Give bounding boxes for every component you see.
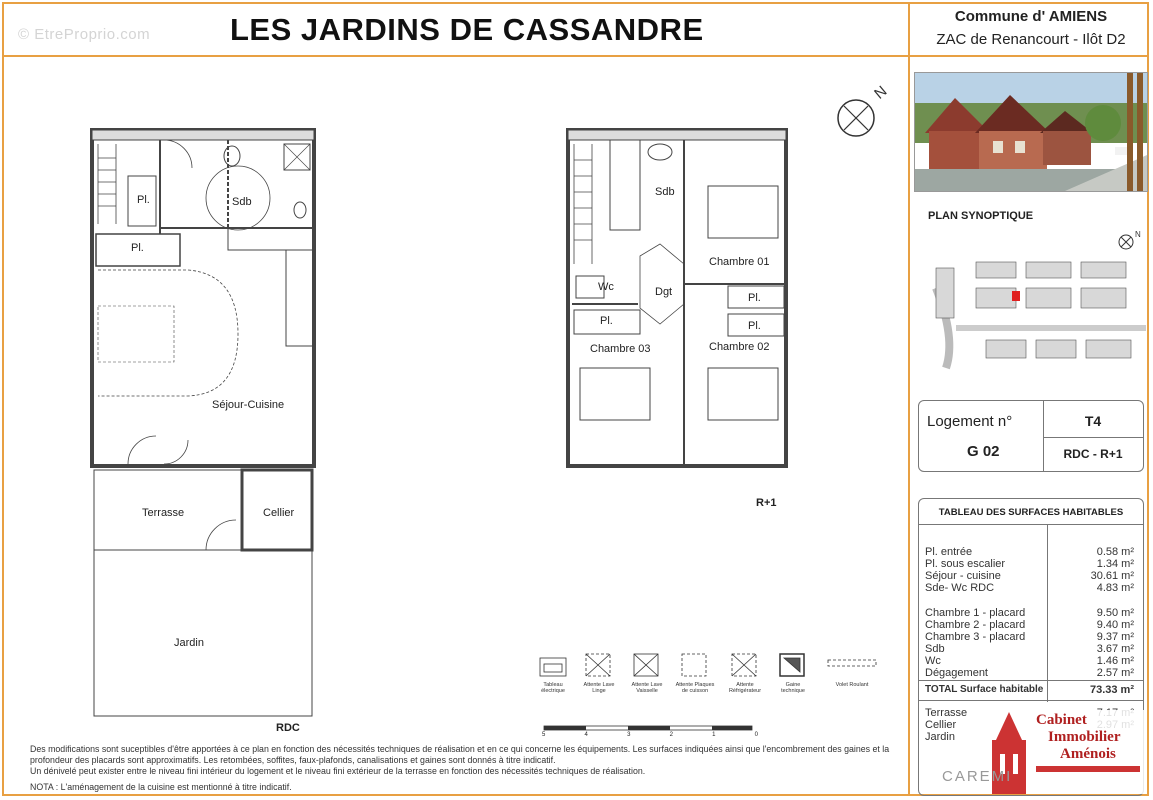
legend-symbols bbox=[536, 652, 886, 682]
surface-value: 9.40 m² bbox=[1096, 619, 1134, 631]
surface-value: 9.37 m² bbox=[1096, 631, 1134, 643]
surface-label: Chambre 1 - placard bbox=[925, 607, 1026, 619]
r1-room-chambre-02: Chambre 02 bbox=[709, 341, 770, 353]
surface-label: Chambre 3 - placard bbox=[925, 631, 1026, 643]
note-kitchen: NOTA : L'aménagement de la cuisine est mentionné à titre indicatif. bbox=[30, 782, 292, 792]
surface-label: Wc bbox=[925, 655, 941, 667]
total-value: 73.33 m² bbox=[1089, 684, 1134, 696]
logement-label: Logement n° bbox=[927, 413, 1013, 430]
ext-label-terrasse: Terrasse bbox=[925, 707, 968, 719]
r1-room-chambre-01: Chambre 01 bbox=[709, 256, 770, 268]
scale-4: 4 bbox=[584, 732, 588, 738]
rdc-level-label: RDC bbox=[276, 722, 300, 734]
legend-lave-vaisselle: Attente Lave Vaisselle bbox=[631, 682, 663, 694]
legend-volet: Volet Roulant bbox=[835, 682, 869, 688]
rdc-room-sejour: Séjour-Cuisine bbox=[212, 399, 285, 411]
scale-labels bbox=[542, 732, 758, 738]
svg-text:N: N bbox=[1135, 230, 1141, 239]
logement-number: G 02 bbox=[967, 443, 1000, 460]
scale-0: 0 bbox=[754, 732, 758, 738]
r1-room-pl-3: Pl. bbox=[748, 320, 761, 332]
commune: Commune d' AMIENS bbox=[954, 8, 1108, 25]
surface-label: Dégagement bbox=[925, 667, 988, 679]
rdc-room-cellier: Cellier bbox=[263, 507, 295, 519]
scale-2: 2 bbox=[669, 732, 673, 738]
surface-value: 2.57 m² bbox=[1096, 667, 1134, 679]
rdc-floor-plan bbox=[88, 124, 320, 724]
plan-notes bbox=[30, 744, 900, 777]
surface-value: 1.34 m² bbox=[1096, 558, 1134, 570]
building-photo bbox=[914, 72, 1148, 192]
note-2: Un dénivelé peut exister entre le niveau fini intérieur du logement et le niveau fini extérieur de la terrasse en fonction des nécessités techniques de réalisation. bbox=[30, 766, 646, 776]
surface-value: 0.58 m² bbox=[1096, 546, 1134, 558]
logement-levels: RDC - R+1 bbox=[1063, 447, 1123, 461]
surface-label: Chambre 2 - placard bbox=[925, 619, 1026, 631]
surface-label: Sde- Wc RDC bbox=[925, 582, 995, 594]
note-1: Des modifications sont suceptibles d'être apportées à ce plan en fonction des nécessités techniques de réalisation et en ce qui concerne les équipements. Les surfaces indiquées ainsi que l'encombrement des gaines et la profondeur des placards sont approximatifs. Les retombées, soffites, faux-plafonds, canalisations et gaines sont donnés à titre indicatif. bbox=[30, 744, 890, 765]
r1-room-chambre-03: Chambre 03 bbox=[590, 343, 651, 355]
header-divider bbox=[2, 55, 1149, 57]
rdc-room-jardin: Jardin bbox=[174, 637, 204, 649]
surface-value: 30.61 m² bbox=[1090, 570, 1134, 582]
surface-value: 9.50 m² bbox=[1096, 607, 1134, 619]
legend-refrigerateur: Attente Réfrigérateur bbox=[728, 682, 762, 694]
site-plan bbox=[926, 258, 1146, 370]
logement-type: T4 bbox=[1084, 413, 1102, 429]
architect-logo: CAREMI bbox=[942, 768, 1013, 785]
rdc-room-pl-1: Pl. bbox=[137, 194, 150, 206]
surface-value: 1.46 m² bbox=[1096, 655, 1134, 667]
r1-room-pl-1: Pl. bbox=[748, 292, 761, 304]
surface-value: 3.67 m² bbox=[1096, 643, 1134, 655]
sidebar-divider bbox=[908, 2, 910, 796]
plan-synoptique-title: PLAN SYNOPTIQUE bbox=[928, 210, 1034, 222]
agency-name-1: Cabinet bbox=[1036, 712, 1087, 728]
legend-tableau: Tableau électrique bbox=[541, 682, 565, 694]
surface-label: Sdb bbox=[925, 643, 945, 655]
r1-level-label: R+1 bbox=[756, 497, 777, 509]
r1-room-sdb: Sdb bbox=[655, 186, 675, 198]
logement-box bbox=[918, 400, 1144, 472]
rdc-room-terrasse: Terrasse bbox=[142, 507, 185, 519]
surface-label: Pl. sous escalier bbox=[925, 558, 1006, 570]
surface-label: Pl. entrée bbox=[925, 546, 973, 558]
north-compass-icon-small bbox=[1116, 228, 1146, 256]
zac-label: ZAC de Renancourt - Ilôt D2 bbox=[936, 31, 1126, 48]
north-compass-icon bbox=[834, 80, 894, 140]
surface-label: Séjour - cuisine bbox=[925, 570, 1001, 582]
surfaces-table-title: TABLEAU DES SURFACES HABITABLES bbox=[938, 507, 1124, 518]
scale-5: 5 bbox=[542, 732, 546, 738]
legend-plaques: Attente Plaques de cuisson bbox=[675, 682, 715, 694]
total-label: TOTAL Surface habitable bbox=[925, 684, 1044, 695]
scale-1: 1 bbox=[712, 732, 716, 738]
watermark: © EtreProprio.com bbox=[18, 26, 151, 43]
r1-room-pl-2: Pl. bbox=[600, 315, 613, 327]
agency-name-2: Immobilier bbox=[1048, 729, 1121, 745]
legend-gaine: Gaine technique bbox=[781, 682, 805, 694]
ext-label-cellier: Cellier bbox=[925, 719, 957, 731]
r1-room-dgt: Dgt bbox=[655, 286, 673, 298]
surface-value: 4.83 m² bbox=[1096, 582, 1134, 594]
rdc-room-pl-2: Pl. bbox=[131, 242, 144, 254]
agency-name-3: Aménois bbox=[1060, 746, 1116, 762]
legend-lave-linge: Attente Lave Linge bbox=[583, 682, 615, 694]
r1-room-wc: Wc bbox=[598, 281, 614, 293]
page-title: LES JARDINS DE CASSANDRE bbox=[230, 12, 704, 47]
ext-label-jardin: Jardin bbox=[925, 731, 955, 743]
scale-3: 3 bbox=[627, 732, 631, 738]
svg-text:N: N bbox=[871, 82, 891, 103]
rdc-room-sdb: Sdb bbox=[232, 196, 252, 208]
